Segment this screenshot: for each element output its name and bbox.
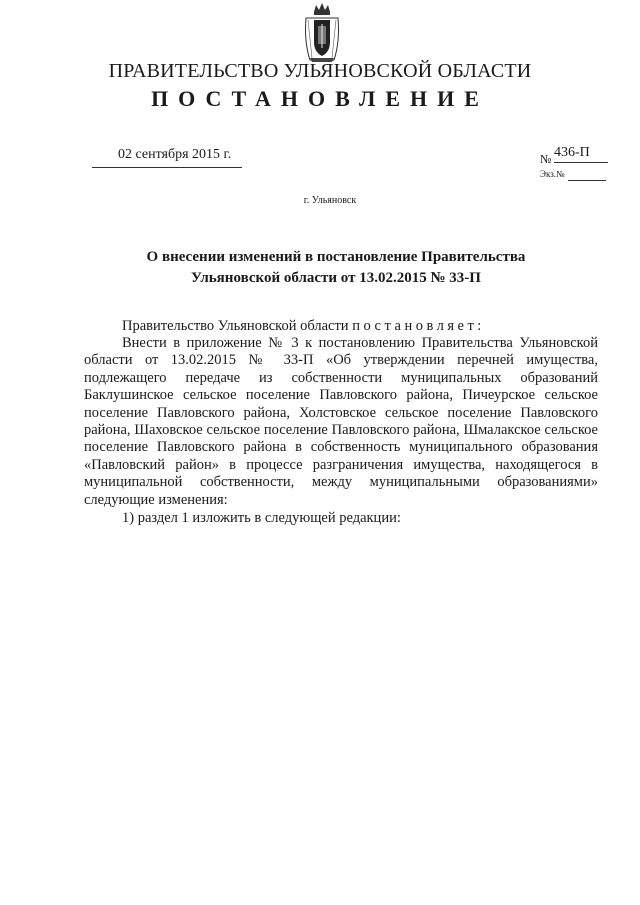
main-paragraph: Внести в приложение № 3 к постановлению Правительства Ульяновской области от 13.02.2015 № 33-П «Об утверждении перечней имущества, подлежащего передаче из собственности муниципальных образований Баклушинское сельское поселение Павловского района, Пичеурское сельское поселение Павловского района, Холстовское сельское поселение Павловского района, Шаховское сельское поселение Павловского района, Шмалакское сельское поселение Павловского района в собственность муниципального образования «Павловский район» в процессе разграничения имущества, находящегося в муниципальной собственности, между муниципальными образованиями» следующие изменения: — [84, 335, 598, 508]
document-date: 02 сентября 2015 г. — [118, 147, 232, 162]
decree-verb: постановляет: — [352, 318, 485, 334]
number-underline — [554, 162, 608, 163]
document-heading — [100, 247, 572, 289]
decree-statement — [122, 318, 485, 335]
heading-line-1: О внесении изменений в постановление Правительства — [146, 249, 526, 265]
city-name: г. Ульяновск — [303, 195, 357, 206]
number-label: № — [540, 152, 552, 166]
document-type: ПОСТАНОВЛЕНИЕ — [151, 86, 489, 111]
coat-of-arms-icon — [302, 2, 342, 64]
decree-lead: Правительство Ульяновской области — [122, 318, 349, 334]
copy-number-label: Экз.№ — [540, 169, 565, 179]
document-number: 436-П — [554, 145, 590, 160]
date-underline — [92, 167, 242, 168]
copy-number-underline — [568, 180, 606, 181]
heading-line-2: Ульяновской области от 13.02.2015 № 33-П — [191, 270, 481, 286]
organization-title: ПРАВИТЕЛЬСТВО УЛЬЯНОВСКОЙ ОБЛАСТИ — [108, 60, 532, 82]
list-item-1: 1) раздел 1 изложить в следующей редакции: — [122, 510, 401, 526]
